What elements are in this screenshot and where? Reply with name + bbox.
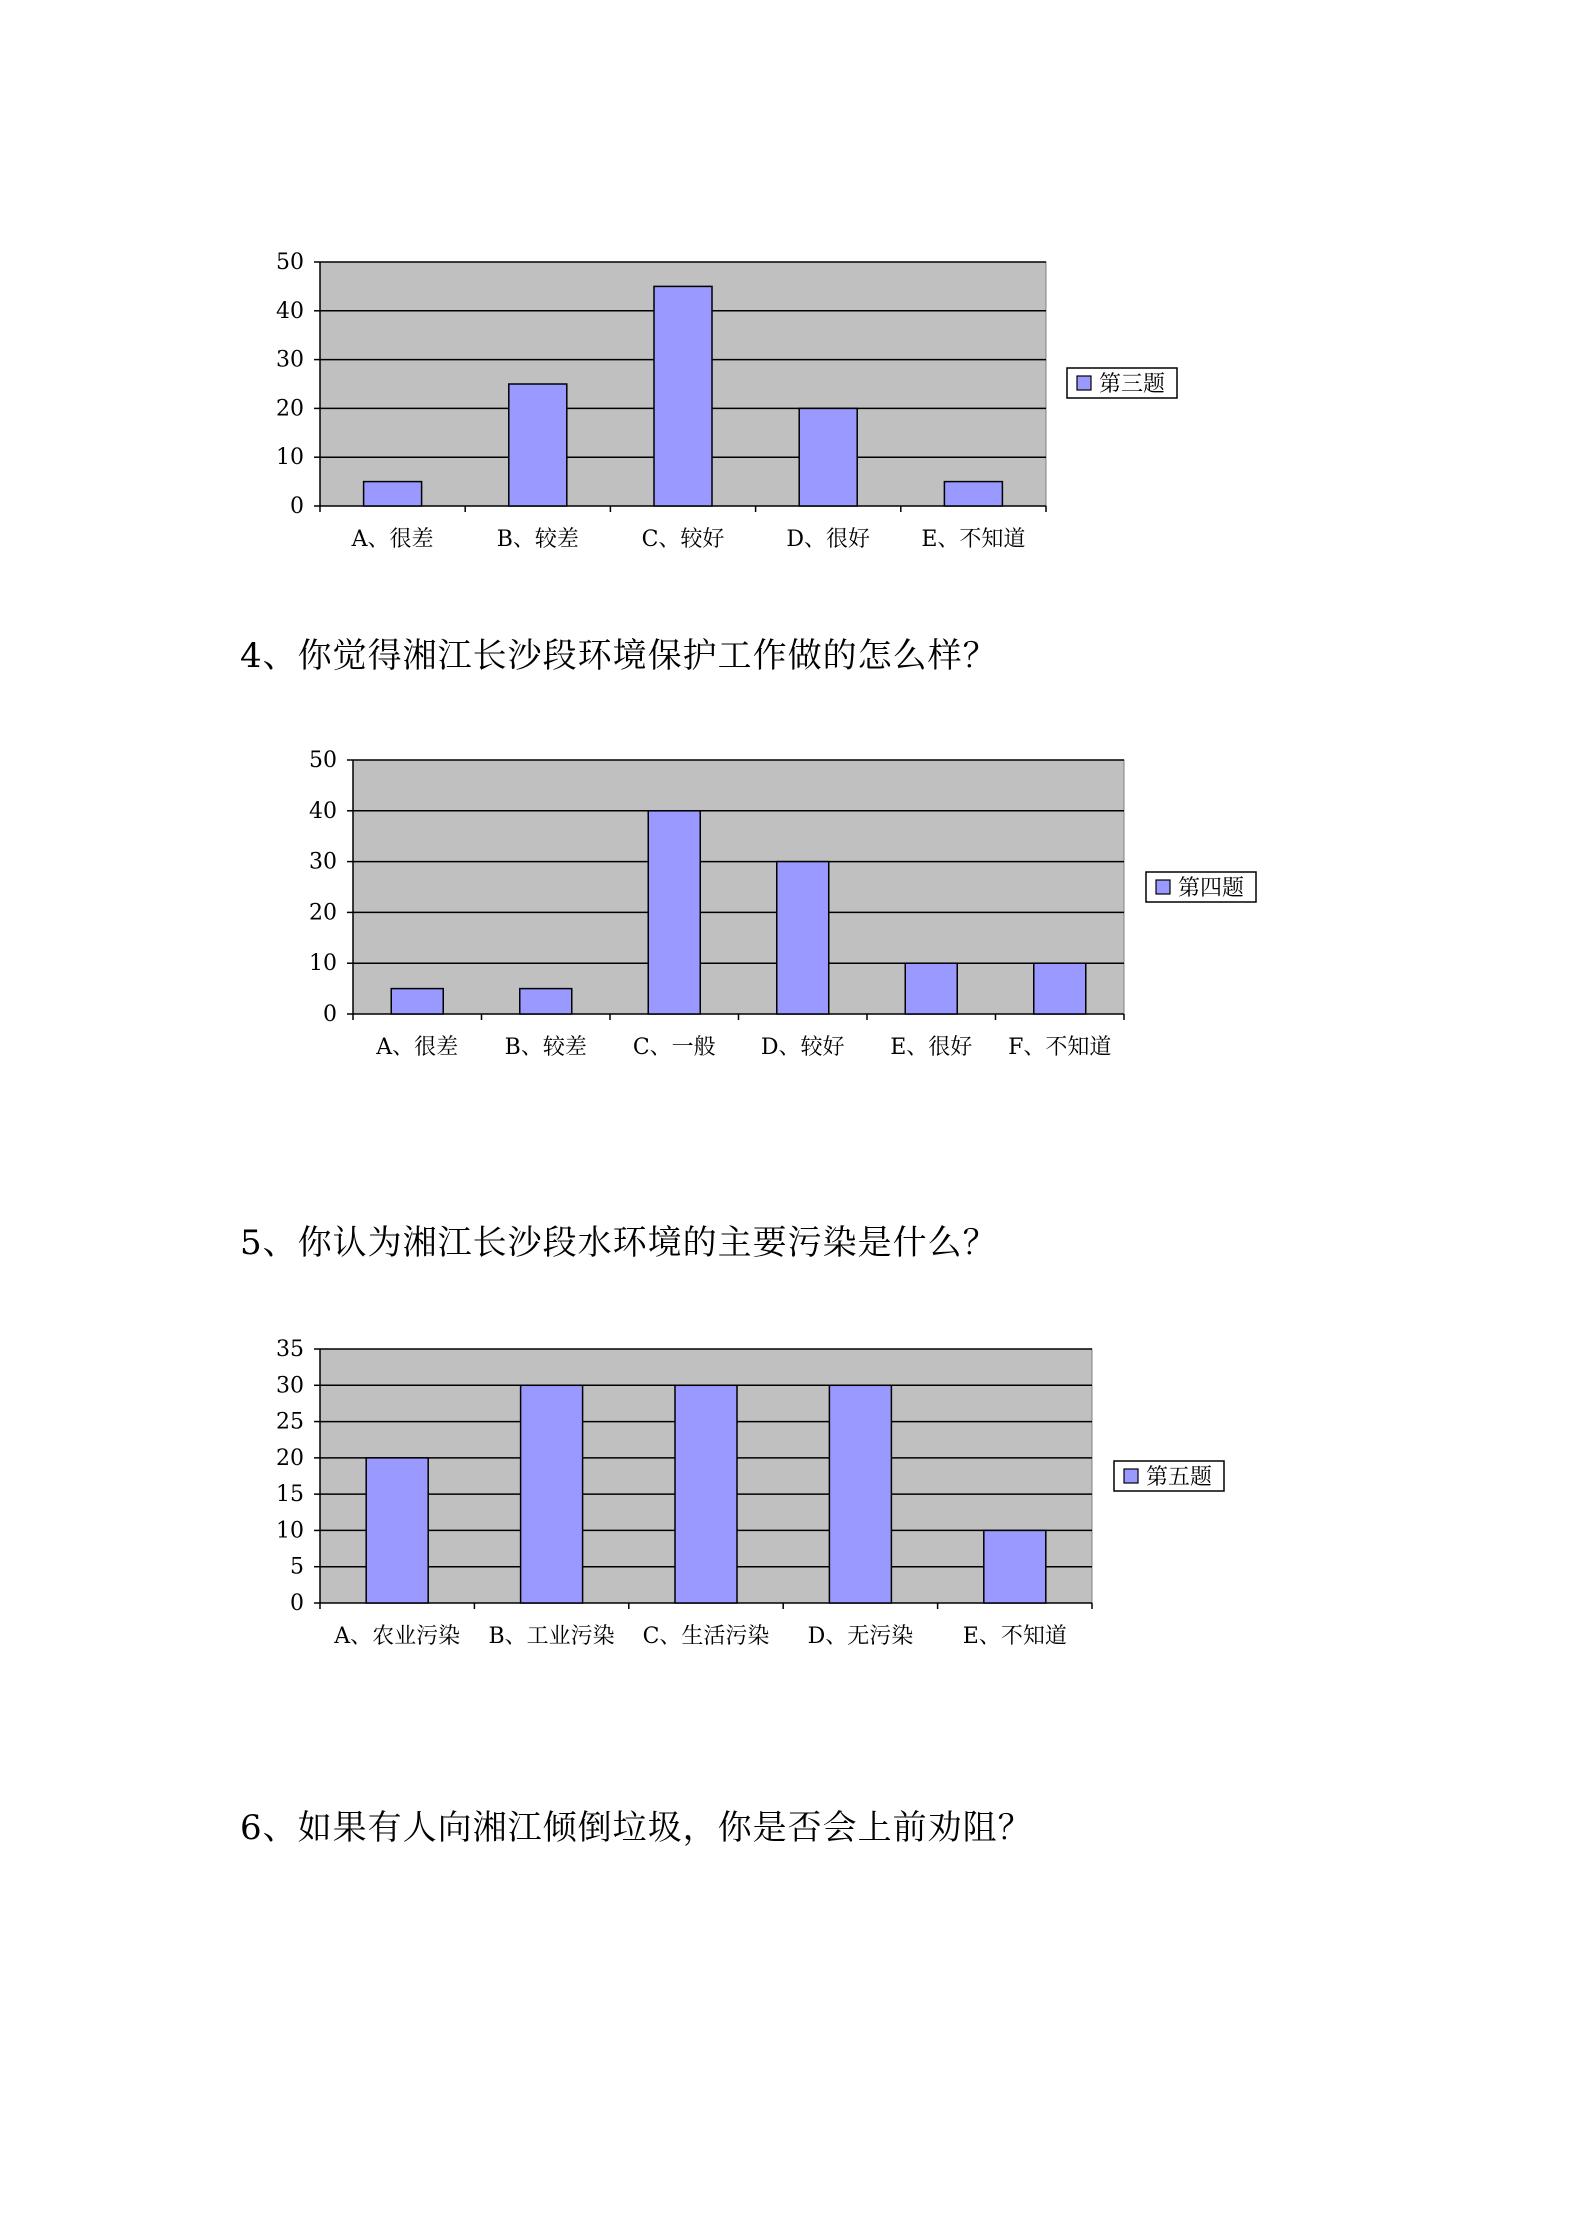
y-tick-label: 20 [309, 900, 337, 926]
y-tick-label: 50 [276, 250, 304, 275]
x-tick-label: B、较差 [504, 1035, 587, 1060]
y-tick-label: 10 [276, 445, 304, 471]
bar [675, 1385, 737, 1603]
x-tick-label: D、较好 [760, 1035, 845, 1060]
bar [984, 1530, 1046, 1603]
x-tick-label: B、工业污染 [488, 1624, 615, 1649]
y-tick-label: 0 [290, 494, 304, 519]
x-tick-label: A、很差 [351, 527, 434, 552]
bar [521, 1385, 583, 1603]
x-tick-label: E、很好 [890, 1035, 973, 1060]
question-6-text: 6、如果有人向湘江倾倒垃圾，你是否会上前劝阻？ [240, 1808, 1033, 1848]
y-tick-label: 15 [276, 1482, 304, 1508]
x-tick-label: A、很差 [376, 1035, 459, 1060]
y-tick-label: 40 [309, 798, 337, 824]
question-5-text: 5、你认为湘江长沙段水环境的主要污染是什么？ [240, 1223, 998, 1263]
legend-label: 第四题 [1178, 876, 1245, 901]
x-tick-label: E、不知道 [921, 527, 1026, 552]
legend-label: 第五题 [1146, 1465, 1213, 1490]
bar [829, 1385, 891, 1603]
y-tick-label: 0 [290, 1591, 304, 1616]
bar [366, 1458, 428, 1603]
x-tick-label: F、不知道 [1008, 1035, 1112, 1060]
x-tick-label: A、农业污染 [334, 1624, 461, 1649]
y-tick-label: 30 [276, 1373, 304, 1399]
y-tick-label: 30 [276, 347, 304, 373]
y-tick-label: 0 [323, 1002, 337, 1027]
y-tick-label: 25 [276, 1409, 304, 1435]
y-tick-label: 5 [290, 1554, 304, 1580]
y-tick-label: 20 [276, 1445, 304, 1471]
y-tick-label: 35 [276, 1337, 304, 1362]
y-tick-label: 10 [309, 951, 337, 977]
y-tick-label: 40 [276, 298, 304, 324]
y-tick-label: 10 [276, 1518, 304, 1544]
y-tick-label: 50 [309, 748, 337, 773]
legend-swatch [1124, 1469, 1138, 1483]
question-4-text: 4、你觉得湘江长沙段环境保护工作做的怎么样？ [240, 636, 998, 676]
x-tick-label: C、生活污染 [642, 1624, 770, 1649]
x-tick-label: E、不知道 [962, 1624, 1067, 1649]
x-tick-label: D、很好 [786, 527, 871, 552]
y-tick-label: 20 [276, 396, 304, 422]
x-tick-label: B、较差 [496, 527, 579, 552]
x-tick-label: C、较好 [641, 527, 725, 552]
legend-label: 第三题 [1099, 372, 1166, 397]
x-tick-label: D、无污染 [807, 1624, 914, 1649]
x-tick-label: C、一般 [632, 1035, 716, 1060]
y-tick-label: 30 [309, 849, 337, 875]
